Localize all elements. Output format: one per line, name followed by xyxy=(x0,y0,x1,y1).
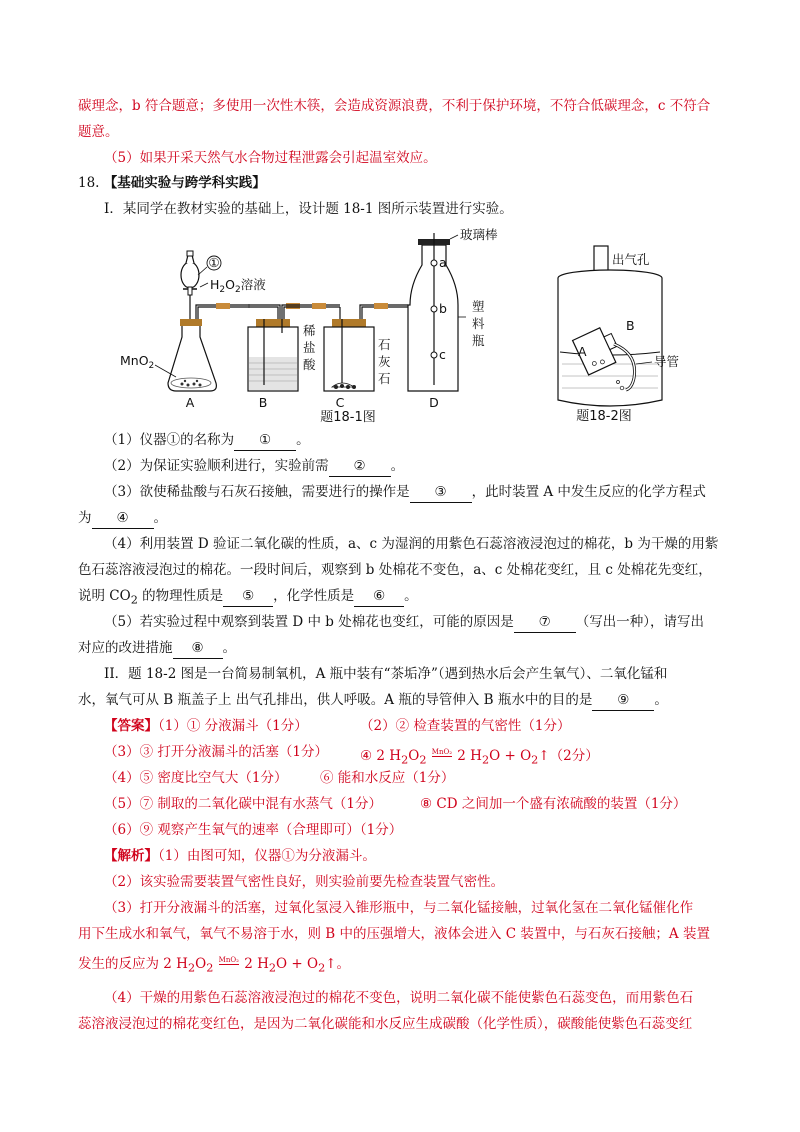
label-A: A xyxy=(185,395,195,410)
q5-line-2: 对应的改进措施 ⑧ 。 xyxy=(78,638,236,659)
label-bottle-1: 塑 xyxy=(472,299,485,314)
label-D: D xyxy=(429,395,439,410)
catalyst-mno2-analysis: MnO₂ xyxy=(218,956,239,964)
label-circle-1: ① xyxy=(208,255,220,270)
blank-7[interactable]: ⑦ xyxy=(514,612,576,633)
catalyst-mno2: MnO₂ xyxy=(431,748,453,756)
q3-line-2: 为 ④ 。 xyxy=(78,508,167,529)
label-bottle-B: B xyxy=(626,318,635,333)
label-mno2: MnO$_2$ xyxy=(120,353,155,371)
blank-8[interactable]: ⑧ xyxy=(173,638,223,659)
label-bottle-2: 料 xyxy=(472,316,485,331)
blank-5[interactable]: ⑤ xyxy=(223,586,273,607)
intro-line-2: 题意。 xyxy=(78,124,119,140)
answer-label: 【答案】 xyxy=(104,718,158,734)
label-limestone-1: 石 xyxy=(378,337,391,352)
apparatus-a xyxy=(168,251,250,391)
label-limestone-2: 灰 xyxy=(378,354,391,369)
figure-18-1 xyxy=(110,225,530,425)
blank-9[interactable]: ⑨ xyxy=(592,690,654,711)
intro-line-1: 碳理念，b 符合题意；多使用一次性木筷，会造成资源浪费，不利于保护环境，不符合低碳理念，c 不符合 xyxy=(78,98,711,114)
question-number: 18. xyxy=(78,175,100,191)
label-glass-rod: 玻璃棒 xyxy=(460,227,498,242)
figure-18-2 xyxy=(550,240,700,425)
answer-row-4: （5）⑦ 制取的二氧化碳中混有水蒸气（1分） xyxy=(104,796,382,812)
analysis-line-3: （3）打开分液漏斗的活塞，过氧化氢浸入锥形瓶中，与二氧化锰接触，过氧化氢在二氧化锰催化作 xyxy=(104,900,694,916)
label-outlet: 出气孔 xyxy=(612,252,650,267)
answer-row-2: （3）③ 打开分液漏斗的活塞（1分） xyxy=(104,744,328,760)
analysis-line-5: 发生的反应为 2 $H_2O_2$ $^{MnO_2}$ 2 $H_2O$ + $O_2↑$。 xyxy=(78,956,351,975)
answer-row-2b: ④ 2 $H_2O_2$ $^{MnO_2}$ 2 $H_2O$ + $O_2↑(2$分） xyxy=(360,748,599,767)
label-point-c: c xyxy=(439,347,446,362)
figure-18-1-caption: 题18-1图 xyxy=(320,410,376,425)
label-tube: 导管 xyxy=(654,354,680,369)
label-point-a: a xyxy=(439,255,447,270)
q4-line-3: 说明 $CO_2$ 的物理性质是 ⑤ ，化学性质是 ⑥ 。 xyxy=(78,588,418,607)
q2: （2）为保证实验顺利进行，实验前需 ② 。 xyxy=(104,456,404,477)
answer-row-1b: （2）② 检查装置的气密性（1分） xyxy=(360,718,571,734)
figure-18-2-caption: 题18-2图 xyxy=(576,409,632,424)
label-C: C xyxy=(335,395,345,410)
part2-line-1: II．题 18-2 图是一台简易制氧机，A 瓶中装有“茶垢净”（遇到热水后会产生氧气）、二氧化锰和 xyxy=(104,666,668,682)
label-limestone-3: 石 xyxy=(378,371,391,386)
blank-2[interactable]: ② xyxy=(329,456,391,477)
label-acid-3: 酸 xyxy=(303,357,316,372)
part2-line-2: 水，氧气可从 B 瓶盖子上 出气孔排出，供人呼吸。A 瓶的导管伸入 B 瓶水中的目的是 ⑨ 。 xyxy=(78,690,668,711)
q5-line-1: （5）若实验过程中观察到装置 D 中 b 处棉花也变红，可能的原因是 ⑦ （写出一种），请写出 xyxy=(104,612,704,633)
question-header xyxy=(78,173,266,193)
answer-row-4b: ⑧ CD 之间加一个盛有浓硫酸的装置（1分） xyxy=(420,796,687,812)
analysis-label: 【解析】 xyxy=(104,848,158,864)
blank-4[interactable]: ④ xyxy=(92,508,154,529)
label-point-b: b xyxy=(439,301,447,316)
q4-line-1: （4）利用装置 D 验证二氧化碳的性质，a、c 为湿润的用紫色石蕊溶液浸泡过的棉花，b 为干燥的用紫 xyxy=(104,536,719,552)
analysis-line-2: （2）该实验需要装置气密性良好，则实验前要先检查装置气密性。 xyxy=(104,874,505,890)
apparatus-c xyxy=(324,303,408,391)
analysis-line-1: 【解析】（1）由图可知，仪器①为分液漏斗。 xyxy=(104,848,376,864)
label-B: B xyxy=(258,395,268,410)
label-bottle-A: A xyxy=(578,344,587,359)
part1-intro: I．某同学在教材实验的基础上，设计题 18-1 图所示装置进行实验。 xyxy=(104,201,513,217)
blank-3[interactable]: ③ xyxy=(410,482,472,503)
analysis-line-7: 蕊溶液浸泡过的棉花变红色，是因为二氧化碳能和水反应生成碳酸（化学性质），碳酸能使紫色石蕊变红 xyxy=(78,1016,693,1032)
answer-row-3: （4）⑤ 密度比空气大（1分） xyxy=(104,770,288,786)
blank-1[interactable]: ① xyxy=(234,430,296,451)
blank-6[interactable]: ⑥ xyxy=(354,586,404,607)
analysis-line-4: 用下生成水和氧气，氧气不易溶于水，则 B 中的压强增大，液体会进入 C 装置中，与石灰石接触；A 装置 xyxy=(78,926,710,942)
answer-row-5: （6）⑨ 观察产生氧气的速率（合理即可）（1分） xyxy=(104,822,403,838)
label-acid-2: 盐 xyxy=(303,340,316,355)
label-h2o2: $H_2O_2$溶液 xyxy=(210,277,266,295)
analysis-line-6: （4）干燥的用紫色石蕊溶液浸泡过的棉花不变色，说明二氧化碳不能使紫色石蕊变色，而用紫色石 xyxy=(104,990,694,1006)
q3-line-1: （3）欲使稀盐酸与石灰石接触，需要进行的操作是 ③ ，此时装置 A 中发生反应的化学方程式 xyxy=(104,482,706,503)
answer-row-1: 【答案】（1）① 分液漏斗（1分） xyxy=(104,718,308,734)
apparatus-d xyxy=(408,233,458,391)
label-bottle-3: 瓶 xyxy=(472,333,485,348)
question-title: 【基础实验与跨学科实践】 xyxy=(103,175,266,191)
label-acid-1: 稀 xyxy=(303,323,316,338)
q4-line-2: 色石蕊溶液浸泡过的棉花。一段时间后，观察到 b 处棉花不变色，a、c 处棉花变红，且 c 处棉花先变红， xyxy=(78,562,712,578)
q1: （1）仪器①的名称为 ① 。 xyxy=(104,430,310,451)
intro-line-3: （5）如果开采天然气水合物过程泄露会引起温室效应。 xyxy=(104,150,437,166)
answer-row-3b: ⑥ 能和水反应（1分） xyxy=(320,770,455,786)
